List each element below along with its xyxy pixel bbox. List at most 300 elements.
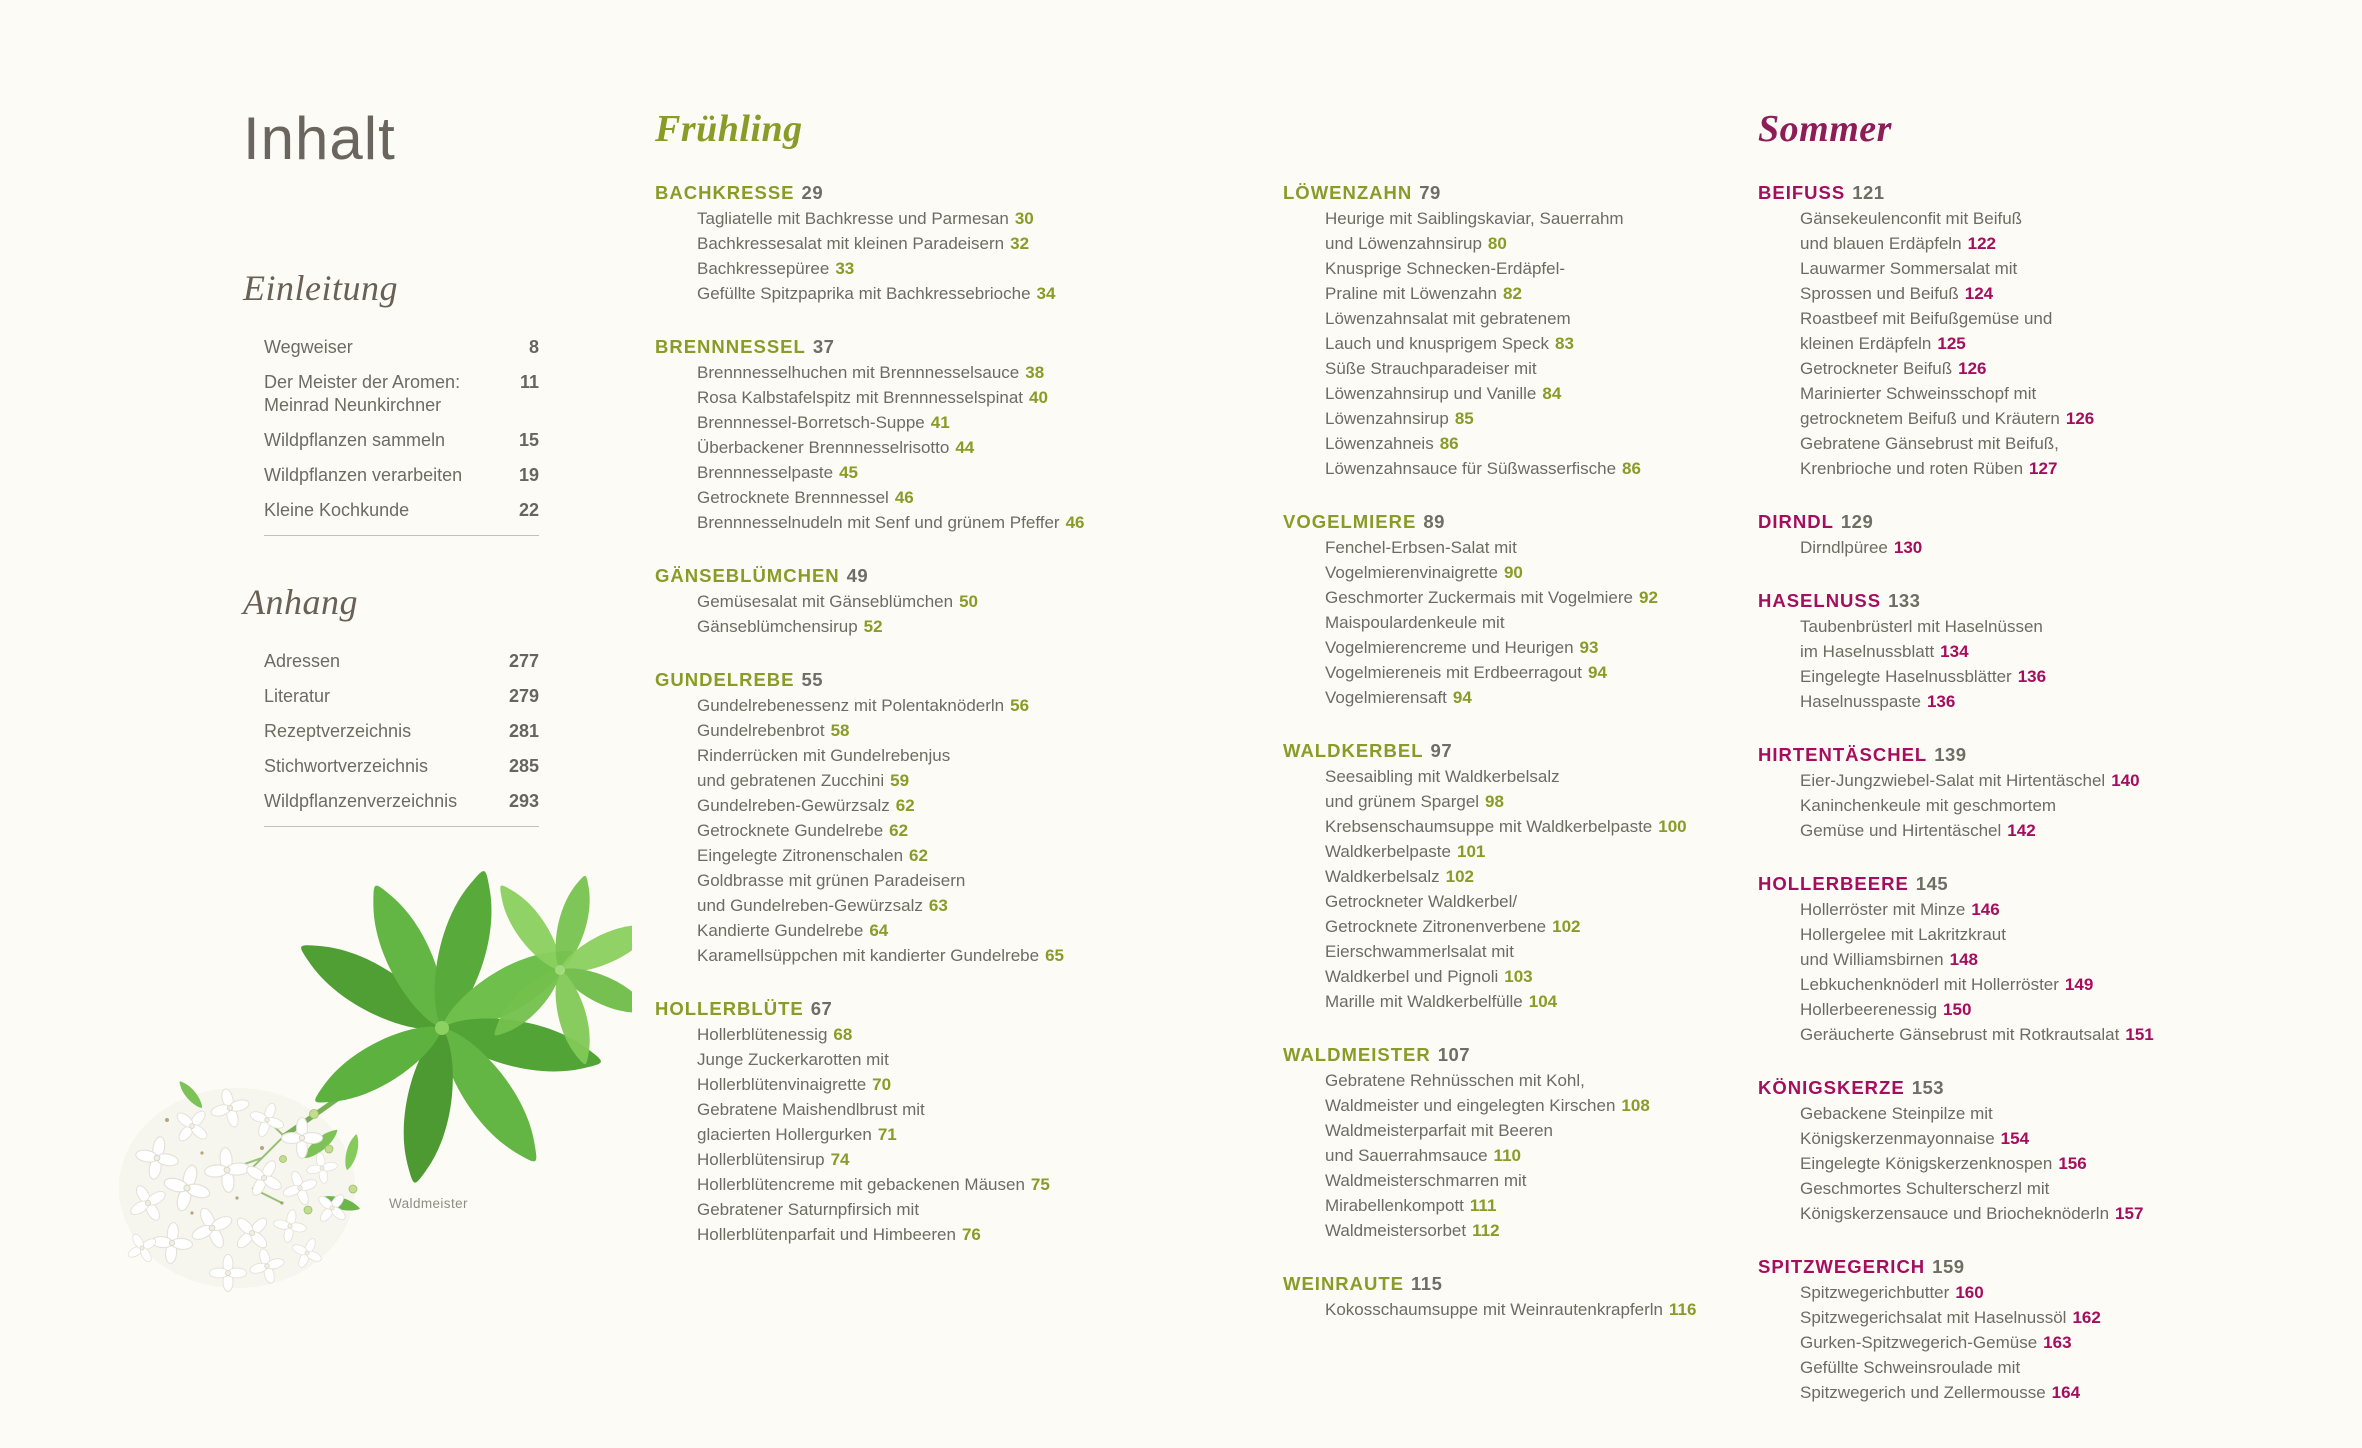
recipe-entry — [1283, 431, 1753, 456]
recipe-line: Lauch und knusprigem Speck 83 — [1325, 334, 1574, 353]
recipe-line: Löwenzahnsauce für Süßwasserfische 86 — [1325, 459, 1641, 478]
group-title — [1283, 738, 1753, 764]
recipe-line: Vogelmiereneis mit Erdbeerragout 94 — [1325, 663, 1607, 682]
recipe-entry — [1758, 614, 2228, 664]
recipe-page: 134 — [1940, 642, 1969, 661]
recipe-entry — [655, 206, 1125, 231]
recipe-entry — [1283, 535, 1753, 585]
plant-group-weinraute — [1283, 1271, 1753, 1322]
recipe-line: Gänsekeulenconfit mit Beifuß — [1800, 209, 2023, 228]
recipe-line: Krebsenschaumsuppe mit Waldkerbelpaste 100 — [1325, 817, 1687, 836]
recipe-page: 45 — [839, 463, 859, 482]
recipe-line: Dirndlpüree 130 — [1800, 538, 1923, 557]
recipe-page: 108 — [1621, 1096, 1650, 1115]
toc-entry-label — [264, 755, 509, 778]
recipe-page: 104 — [1528, 992, 1558, 1011]
recipe-line: Rosa Kalbstafelspitz mit Brennnesselspinat 40 — [697, 388, 1048, 407]
plant-group-gundelrebe — [655, 667, 1125, 968]
group-page: 159 — [1932, 1256, 1965, 1277]
recipe-page: 100 — [1658, 817, 1687, 836]
toc-entry-label — [264, 336, 529, 359]
recipe-line: Königskerzenmayonnaise 154 — [1800, 1129, 2030, 1148]
recipe-line: und Sauerrahmsauce 110 — [1325, 1146, 1521, 1165]
recipe-line: Königskerzensauce und Briocheknöderln 157 — [1800, 1204, 2144, 1223]
toc-entry-label — [264, 685, 509, 708]
recipe-page: 162 — [2072, 1308, 2101, 1327]
recipe-page: 63 — [928, 896, 948, 915]
toc-entry-label — [264, 429, 519, 452]
recipe-page: 101 — [1457, 842, 1486, 861]
recipe-line: Hollerbeerenessig 150 — [1800, 1000, 1972, 1019]
recipe-page: 146 — [1971, 900, 2000, 919]
recipe-page: 122 — [1967, 234, 1997, 253]
recipe-line: Eingelegte Zitronenschalen 62 — [697, 846, 928, 865]
recipe-page: 102 — [1445, 867, 1475, 886]
group-name: GUNDELREBE — [655, 669, 795, 690]
recipe-page: 136 — [1926, 692, 1956, 711]
recipe-entry — [1758, 972, 2228, 997]
group-title — [655, 667, 1125, 693]
recipe-entry — [655, 1197, 1125, 1247]
toc-entry — [264, 429, 539, 452]
recipe-line: Hollergelee mit Lakritzkraut — [1800, 925, 2006, 944]
toc-entry-page: 11 — [519, 372, 539, 392]
recipe-line: Getrocknete Zitronenverbene 102 — [1325, 917, 1581, 936]
recipe-page: 150 — [1943, 1000, 1972, 1019]
group-name: DIRNDL — [1758, 511, 1834, 532]
group-page: 133 — [1888, 590, 1921, 611]
recipe-entry — [1283, 256, 1753, 306]
recipe-page: 127 — [2029, 459, 2058, 478]
group-name: BEIFUSS — [1758, 182, 1846, 203]
plant-group-hollerbeere — [1758, 871, 2228, 1047]
toc-entry — [264, 685, 539, 708]
toc-entry — [264, 336, 539, 359]
left-section-anhang — [243, 582, 539, 827]
recipe-line: Getrockneter Beifuß 126 — [1800, 359, 1987, 378]
plant-group-hirtent-schel — [1758, 742, 2228, 843]
recipe-line: Gebratene Rehnüsschen mit Kohl, — [1325, 1071, 1585, 1090]
recipe-entry — [655, 1172, 1125, 1197]
group-title — [1758, 742, 2228, 768]
recipe-entry — [655, 485, 1125, 510]
recipe-page: 93 — [1579, 638, 1599, 657]
toc-entry-line: Wildpflanzen verarbeiten — [264, 465, 463, 485]
recipe-entry — [655, 460, 1125, 485]
recipe-page: 154 — [2000, 1129, 2030, 1148]
group-title — [1283, 180, 1753, 206]
toc-entry-line: Wildpflanzenverzeichnis — [264, 791, 458, 811]
recipe-line: Überbackener Brennnesselrisotto 44 — [697, 438, 975, 457]
recipe-entry — [1283, 685, 1753, 710]
separator-rule — [264, 826, 539, 827]
recipe-line: und Williamsbirnen 148 — [1800, 950, 1978, 969]
recipe-page: 33 — [835, 259, 855, 278]
toc-entry-page: 15 — [518, 430, 539, 450]
group-title — [1758, 871, 2228, 897]
recipe-line: Löwenzahnsalat mit gebratenem — [1325, 309, 1571, 328]
toc-entry — [264, 790, 539, 813]
recipe-entry — [1283, 1218, 1753, 1243]
recipe-page: 50 — [959, 592, 978, 611]
group-name: BACHKRESSE — [655, 182, 795, 203]
recipe-line: Hollerblütenessig 68 — [697, 1025, 853, 1044]
recipe-line: Gänseblümchensirup 52 — [697, 617, 883, 636]
recipe-page: 163 — [2043, 1333, 2072, 1352]
recipe-line: Hollerblütencreme mit gebackenen Mäusen 75 — [697, 1175, 1050, 1194]
recipe-page: 46 — [1065, 513, 1085, 532]
recipe-page: 126 — [2065, 409, 2095, 428]
recipe-entry — [655, 793, 1125, 818]
recipe-entry — [655, 435, 1125, 460]
recipe-line: Heurige mit Saiblingskaviar, Sauerrahm — [1325, 209, 1624, 228]
recipe-entry — [1283, 1068, 1753, 1118]
group-page: 67 — [810, 998, 833, 1019]
plant-group-haselnuss — [1758, 588, 2228, 714]
group-title — [1758, 180, 2228, 206]
recipe-entry — [655, 1047, 1125, 1097]
toc-entry-page: 19 — [518, 465, 539, 485]
toc-entry-line: Wildpflanzen sammeln — [264, 430, 446, 450]
recipe-line: Hollerblütenparfait und Himbeeren 76 — [697, 1225, 981, 1244]
toc-entry-label — [264, 371, 520, 417]
recipe-page: 90 — [1503, 563, 1523, 582]
toc-entry-page: 277 — [508, 651, 539, 671]
recipe-line: Waldkerbel und Pignoli 103 — [1325, 967, 1533, 986]
recipe-entry — [1283, 989, 1753, 1014]
recipe-line: Waldmeisterschmarren mit — [1325, 1171, 1527, 1190]
group-page: 139 — [1934, 744, 1967, 765]
group-title — [1283, 1271, 1753, 1297]
recipe-line: Süße Strauchparadeiser mit — [1325, 359, 1537, 378]
recipe-line: Gefüllte Spitzpaprika mit Bachkressebrioche 34 — [697, 284, 1056, 303]
plant-group-hollerbl-te — [655, 996, 1125, 1247]
recipe-page: 44 — [955, 438, 975, 457]
recipe-page: 103 — [1504, 967, 1533, 986]
recipe-line: Brennnesselhuchen mit Brennnesselsauce 38 — [697, 363, 1045, 382]
toc-entry-line: Wegweiser — [264, 337, 353, 357]
recipe-line: Gebratene Maishendlbrust mit — [697, 1100, 925, 1119]
toc-entry-line: Literatur — [264, 686, 331, 706]
recipe-page: 62 — [895, 796, 915, 815]
recipe-page: 74 — [830, 1150, 850, 1169]
recipe-page: 164 — [2051, 1383, 2081, 1402]
toc-entry-page: 279 — [508, 686, 539, 706]
recipe-line: im Haselnussblatt 134 — [1800, 642, 1969, 661]
recipe-line: und blauen Erdäpfeln 122 — [1800, 234, 1997, 253]
recipe-line: Marille mit Waldkerbelfülle 104 — [1325, 992, 1558, 1011]
recipe-line: Waldkerbelpaste 101 — [1325, 842, 1486, 861]
recipe-line: Eier-Jungzwiebel-Salat mit Hirtentäschel 140 — [1800, 771, 2140, 790]
recipe-line: Geschmortes Schulterscherzl mit — [1800, 1179, 2050, 1198]
recipe-line: Gebratener Saturnpfirsich mit — [697, 1200, 920, 1219]
recipe-page: 156 — [2058, 1154, 2087, 1173]
recipe-entry — [655, 256, 1125, 281]
recipe-page: 58 — [830, 721, 850, 740]
recipe-page: 148 — [1949, 950, 1978, 969]
toc-entry-label — [264, 650, 509, 673]
recipe-page: 40 — [1029, 388, 1048, 407]
recipe-entry — [655, 281, 1125, 306]
recipe-line: Hollerblütenvinaigrette 70 — [697, 1075, 892, 1094]
recipe-line: Löwenzahnsirup und Vanille 84 — [1325, 384, 1562, 403]
group-name: BRENNNESSEL — [655, 336, 806, 357]
group-page: 79 — [1419, 182, 1441, 203]
recipe-line: Spitzwegerichbutter 160 — [1800, 1283, 1984, 1302]
recipe-page: 110 — [1493, 1146, 1521, 1165]
recipe-line: Hollerblütensirup 74 — [697, 1150, 850, 1169]
recipe-entry — [655, 1147, 1125, 1172]
recipe-page: 116 — [1668, 1300, 1697, 1319]
recipe-entry — [1283, 406, 1753, 431]
recipe-line: Brennnessel-Borretsch-Suppe 41 — [697, 413, 950, 432]
recipe-entry — [655, 718, 1125, 743]
group-page: 115 — [1411, 1273, 1443, 1294]
recipe-line: Brennnesselnudeln mit Senf und grünem Pfeffer 46 — [697, 513, 1085, 532]
toc-entry — [264, 371, 539, 417]
recipe-entry — [1758, 922, 2228, 972]
section-entry-list — [243, 336, 539, 522]
recipe-page: 149 — [2064, 975, 2094, 994]
recipe-entry — [1283, 660, 1753, 685]
recipe-entry — [1283, 814, 1753, 839]
recipe-entry — [655, 589, 1125, 614]
toc-entry-label — [264, 464, 519, 487]
plant-group-k-nigskerze — [1758, 1075, 2228, 1226]
recipe-entry — [655, 843, 1125, 868]
plant-group-beifuss — [1758, 180, 2228, 481]
recipe-page: 142 — [2007, 821, 2036, 840]
recipe-entry — [655, 743, 1125, 793]
recipe-line: Gundelrebenbrot 58 — [697, 721, 850, 740]
group-page: 49 — [846, 565, 869, 586]
recipe-line: Gundelrebenessenz mit Polentaknöderln 56 — [697, 696, 1030, 715]
recipe-page: 41 — [930, 413, 950, 432]
recipe-page: 130 — [1893, 538, 1923, 557]
recipe-line: Vogelmierenvinaigrette 90 — [1325, 563, 1523, 582]
separator-rule — [264, 535, 539, 536]
recipe-entry — [655, 693, 1125, 718]
recipe-page: 62 — [889, 821, 909, 840]
recipe-page: 125 — [1937, 334, 1966, 353]
group-page: 89 — [1423, 511, 1445, 532]
recipe-line: kleinen Erdäpfeln 125 — [1800, 334, 1966, 353]
page-title: Inhalt — [243, 105, 396, 172]
recipe-line: Lebkuchenknöderl mit Hollerröster 149 — [1800, 975, 2094, 994]
recipe-line: Geräucherte Gänsebrust mit Rotkrautsalat 151 — [1800, 1025, 2154, 1044]
group-name: GÄNSEBLÜMCHEN — [655, 565, 840, 586]
toc-column-3 — [1758, 106, 2228, 1433]
recipe-entry — [1283, 839, 1753, 864]
recipe-line: Waldmeisterparfait mit Beeren — [1325, 1121, 1554, 1140]
recipe-line: Waldmeistersorbet 112 — [1325, 1221, 1500, 1240]
recipe-page: 80 — [1487, 234, 1507, 253]
group-name: HIRTENTÄSCHEL — [1758, 744, 1928, 765]
season-heading-sommer: Sommer — [1758, 108, 1892, 150]
recipe-page: 94 — [1588, 663, 1607, 682]
plant-group-dirndl — [1758, 509, 2228, 560]
recipe-line: Getrockneter Waldkerbel/ — [1325, 892, 1518, 911]
group-name: HOLLERBEERE — [1758, 873, 1909, 894]
toc-entry — [264, 755, 539, 778]
recipe-page: 64 — [869, 921, 889, 940]
recipe-entry — [655, 868, 1125, 918]
recipe-page: 94 — [1452, 688, 1472, 707]
recipe-line: Eingelegte Königskerzenknospen 156 — [1800, 1154, 2087, 1173]
recipe-line: Praline mit Löwenzahn 82 — [1325, 284, 1522, 303]
recipe-page: 46 — [894, 488, 914, 507]
group-page: 129 — [1840, 511, 1874, 532]
recipe-entry — [655, 510, 1125, 535]
recipe-page: 75 — [1030, 1175, 1050, 1194]
recipe-entry — [655, 918, 1125, 943]
recipe-line: Sprossen und Beifuß 124 — [1800, 284, 1994, 303]
group-title — [655, 996, 1125, 1022]
recipe-page: 111 — [1469, 1196, 1497, 1215]
left-sections — [243, 268, 539, 873]
group-name: HOLLERBLÜTE — [655, 998, 804, 1019]
recipe-entry — [1283, 764, 1753, 814]
group-page: 153 — [1911, 1077, 1945, 1098]
recipe-page: 136 — [2017, 667, 2047, 686]
recipe-line: Maispoulardenkeule mit — [1325, 613, 1505, 632]
toc-column-1 — [655, 106, 1125, 1275]
recipe-page: 112 — [1472, 1221, 1500, 1240]
recipe-line: getrocknetem Beifuß und Kräutern 126 — [1800, 409, 2095, 428]
recipe-line: und Löwenzahnsirup 80 — [1325, 234, 1507, 253]
plant-group-spitzwegerich — [1758, 1254, 2228, 1405]
group-page: 97 — [1430, 740, 1453, 761]
recipe-page: 83 — [1554, 334, 1574, 353]
recipe-entry — [1283, 1118, 1753, 1168]
recipe-page: 68 — [833, 1025, 853, 1044]
recipe-page: 30 — [1014, 209, 1034, 228]
recipe-entry — [1283, 356, 1753, 406]
toc-entry — [264, 499, 539, 522]
plant-group-g-nsebl-mchen — [655, 563, 1125, 639]
group-name: LÖWENZAHN — [1283, 182, 1413, 203]
recipe-entry — [1758, 1355, 2228, 1405]
group-name: WALDKERBEL — [1283, 740, 1424, 761]
section-heading: Anhang — [243, 582, 358, 622]
group-name: SPITZWEGERICH — [1758, 1256, 1926, 1277]
recipe-entry — [1283, 1168, 1753, 1218]
recipe-line: und gebratenen Zucchini 59 — [697, 771, 910, 790]
recipe-entry — [1283, 1297, 1753, 1322]
recipe-line: Lauwarmer Sommersalat mit — [1800, 259, 2018, 278]
recipe-entry — [1758, 1151, 2228, 1176]
toc-entry-line: Stichwortverzeichnis — [264, 756, 429, 776]
recipe-line: Gefüllte Schweinsroulade mit — [1800, 1358, 2021, 1377]
recipe-line: Brennnesselpaste 45 — [697, 463, 859, 482]
recipe-line: Tagliatelle mit Bachkresse und Parmesan 30 — [697, 209, 1034, 228]
recipe-entry — [655, 385, 1125, 410]
toc-entry-page: 22 — [518, 500, 539, 520]
recipe-line: glacierten Hollergurken 71 — [697, 1125, 897, 1144]
plant-group-bachkresse — [655, 180, 1125, 306]
recipe-line: Kaninchenkeule mit geschmortem — [1800, 796, 2057, 815]
toc-entry-line: Der Meister der Aromen: — [264, 372, 461, 392]
group-title — [1283, 509, 1753, 535]
recipe-page: 98 — [1485, 792, 1504, 811]
season-heading-fr-hling: Frühling — [655, 108, 803, 150]
recipe-line: Gebackene Steinpilze mit — [1800, 1104, 1993, 1123]
recipe-entry — [655, 1022, 1125, 1047]
recipe-page: 124 — [1964, 284, 1994, 303]
recipe-line: und Gundelreben-Gewürzsalz 63 — [697, 896, 948, 915]
toc-entry-label — [264, 499, 519, 522]
recipe-line: Eierschwammerlsalat mit — [1325, 942, 1514, 961]
group-title — [655, 334, 1125, 360]
recipe-page: 126 — [1958, 359, 1987, 378]
recipe-entry — [655, 614, 1125, 639]
recipe-page: 102 — [1552, 917, 1581, 936]
recipe-entry — [655, 818, 1125, 843]
toc-entry-label — [264, 720, 509, 743]
recipe-line: und grünem Spargel 98 — [1325, 792, 1504, 811]
group-name: WALDMEISTER — [1283, 1044, 1431, 1065]
recipe-line: Waldmeister und eingelegten Kirschen 108 — [1325, 1096, 1650, 1115]
recipe-entry — [1758, 997, 2228, 1022]
group-page: 29 — [801, 182, 824, 203]
recipe-line: Gemüse und Hirtentäschel 142 — [1800, 821, 2036, 840]
group-page: 121 — [1852, 182, 1885, 203]
recipe-line: Vogelmierensaft 94 — [1325, 688, 1472, 707]
recipe-entry — [1758, 1022, 2228, 1047]
recipe-entry — [1758, 256, 2228, 306]
group-title — [1758, 1075, 2228, 1101]
group-name: HASELNUSS — [1758, 590, 1882, 611]
recipe-entry — [1758, 1176, 2228, 1226]
recipe-page: 157 — [2115, 1204, 2144, 1223]
recipe-entry — [1283, 864, 1753, 889]
recipe-page: 70 — [872, 1075, 892, 1094]
recipe-line: Junge Zuckerkarotten mit — [697, 1050, 889, 1069]
recipe-line: Geschmorter Zuckermais mit Vogelmiere 92 — [1325, 588, 1658, 607]
recipe-page: 84 — [1542, 384, 1562, 403]
section-heading: Einleitung — [243, 268, 398, 308]
recipe-line: Gurken-Spitzwegerich-Gemüse 163 — [1800, 1333, 2072, 1352]
recipe-page: 71 — [877, 1125, 897, 1144]
recipe-line: Löwenzahnsirup 85 — [1325, 409, 1474, 428]
recipe-line: Roastbeef mit Beifußgemüse und — [1800, 309, 2053, 328]
left-section-einleitung — [243, 268, 539, 536]
recipe-entry — [1758, 535, 2228, 560]
toc-column-2 — [1283, 106, 1753, 1350]
recipe-entry — [1758, 1330, 2228, 1355]
group-page: 145 — [1915, 873, 1949, 894]
recipe-line: Goldbrasse mit grünen Paradeisern — [697, 871, 966, 890]
plant-group-vogelmiere — [1283, 509, 1753, 710]
recipe-line: Kandierte Gundelrebe 64 — [697, 921, 889, 940]
toc-entry-page: 285 — [508, 756, 539, 776]
toc-entry-page: 281 — [508, 721, 539, 741]
recipe-page: 62 — [909, 846, 928, 865]
recipe-page: 151 — [2125, 1025, 2154, 1044]
group-title — [1283, 1042, 1753, 1068]
plant-group-l-wenzahn — [1283, 180, 1753, 481]
group-title — [1758, 509, 2228, 535]
recipe-line: Löwenzahneis 86 — [1325, 434, 1459, 453]
recipe-page: 86 — [1439, 434, 1459, 453]
recipe-line: Getrocknete Brennnessel 46 — [697, 488, 914, 507]
recipe-entry — [1283, 206, 1753, 256]
recipe-page: 82 — [1502, 284, 1522, 303]
toc-entry — [264, 650, 539, 673]
waldmeister-illustration — [52, 858, 632, 1298]
recipe-line: Getrocknete Gundelrebe 62 — [697, 821, 909, 840]
recipe-line: Gebratene Gänsebrust mit Beifuß, — [1800, 434, 2059, 453]
